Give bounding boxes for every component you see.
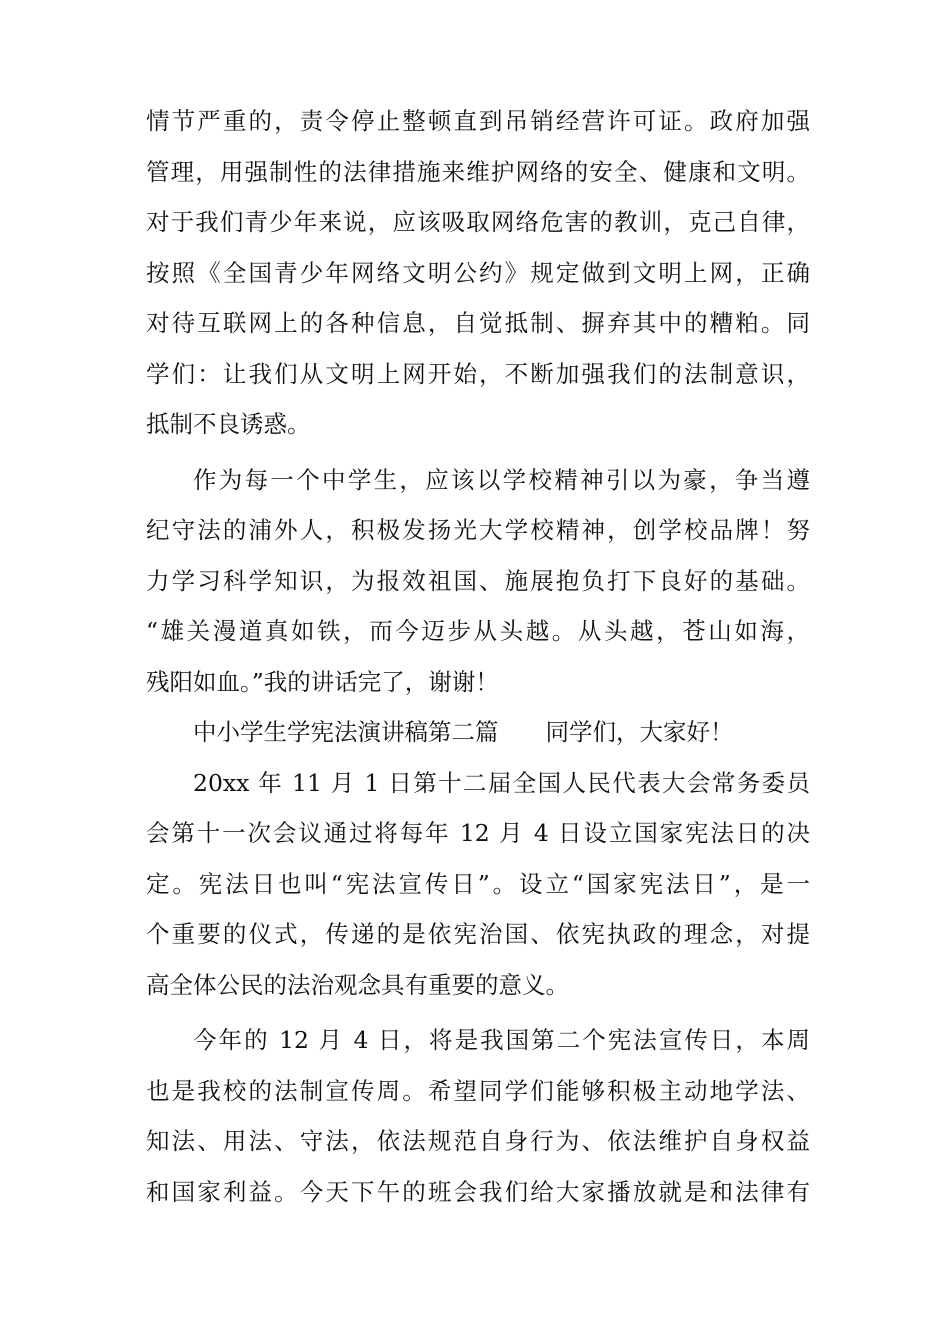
text-line: “雄关漫道真如铁，而今迈步从头越。从头越，苍山如海， — [146, 617, 810, 645]
text-line: 学们：让我们从文明上网开始，不断加强我们的法制意识， — [146, 359, 810, 388]
text-line: 也是我校的法制宣传周。希望同学们能够积极主动地学法、 — [146, 1076, 810, 1105]
text-line: 定。宪法日也叫“宪法宣传日”。设立“国家宪法日”，是一 — [146, 869, 810, 898]
text-line: 管理，用强制性的法律措施来维护网络的安全、健康和文明。 — [146, 157, 810, 186]
text-line: 对待互联网上的各种信息，自觉抵制、摒弃其中的糟粕。同 — [146, 309, 810, 337]
text-line: 对于我们青少年来说，应该吸取网络危害的教训，克己自律， — [146, 208, 810, 236]
text-line: 残阳如血。”我的讲话完了，谢谢！ — [146, 667, 499, 696]
text-line: 和国家利益。今天下午的班会我们给大家播放就是和法律有 — [146, 1177, 810, 1206]
text-line: 高全体公民的法治观念具有重要的意义。 — [146, 970, 569, 999]
document-body — [146, 96, 810, 1217]
text-line: 知法、用法、守法，依法规范自身行为、依法维护自身权益 — [146, 1127, 810, 1155]
text-line: 会第十一次会议通过将每年 12 月 4 日设立国家宪法日的决 — [146, 819, 810, 847]
text-line: 情节严重的，责令停止整顿直到吊销经营许可证。政府加强 — [146, 107, 810, 135]
section-heading: 中小学生学宪法演讲稿第二篇 同学们，大家好！ — [193, 718, 734, 746]
text-line: 抵制不良诱惑。 — [146, 410, 311, 438]
text-line: 今年的 12 月 4 日，将是我国第二个宪法宣传日，本周 — [193, 1026, 810, 1054]
text-line: 按照《全国青少年网络文明公约》规定做到文明上网，正确 — [146, 258, 810, 287]
text-line: 个重要的仪式，传递的是依宪治国、依宪执政的理念，对提 — [146, 920, 810, 948]
text-line: 纪守法的浦外人，积极发扬光大学校精神，创学校品牌！努 — [146, 516, 810, 544]
text-line: 作为每一个中学生，应该以学校精神引以为豪，争当遵 — [193, 465, 810, 494]
text-line: 20xx 年 11 月 1 日第十二届全国人民代表大会常务委员 — [193, 768, 810, 797]
text-line: 力学习科学知识，为报效祖国、施展抱负打下良好的基础。 — [146, 566, 810, 595]
